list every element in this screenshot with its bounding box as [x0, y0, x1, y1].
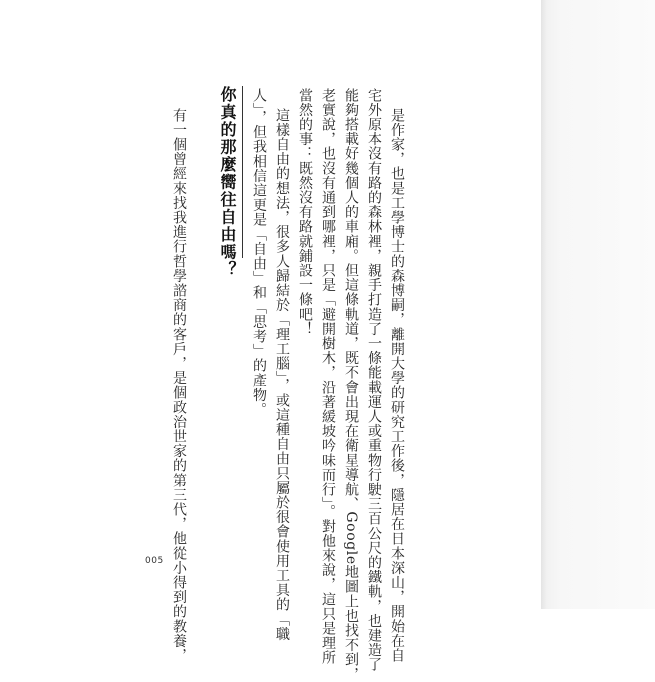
section-heading: 你真的那麼嚮往自由嗎？: [218, 86, 237, 279]
page-edge-shadow: [541, 0, 655, 609]
paragraph3-line-1: 有一個曾經來找我進行哲學諮商的客戶，是個政治世家的第三代，他從小得到的教養，: [171, 108, 187, 663]
paragraph1-line-2: 宅外原本沒有路的森林裡，親手打造了一條能載運人或重物行駛三百公尺的鐵軌，也建造了: [366, 88, 382, 672]
paragraph1-line-1: 是作家，也是工學博士的森博嗣，離開大學的研究工作後，隱居在日本深山，開始在自: [389, 108, 405, 663]
page-number: 005: [145, 556, 164, 566]
paragraph1-line-3: 能夠搭載好幾個人的車廂。但這條軌道，既不會出現在衛星導航、Google地圖上也找不到，: [343, 88, 359, 682]
heading-rule: [242, 86, 243, 258]
paragraph2-line-2: 人」，但我相信這更是「自由」和「思考」的產物。: [251, 88, 267, 417]
paragraph1-line-4: 老實說，也沒有通到哪裡，只是「避開樹木，沿著緩坡吟味而行」。對他來說，這只是理所: [320, 88, 336, 665]
paragraph1-line-5: 當然的事：既然沒有路就鋪設一條吧！: [297, 88, 313, 337]
paragraph2-line-1: 這樣自由的想法，很多人歸結於「理工腦」，或這種自由只屬於很會使用工具的「職: [274, 108, 290, 642]
